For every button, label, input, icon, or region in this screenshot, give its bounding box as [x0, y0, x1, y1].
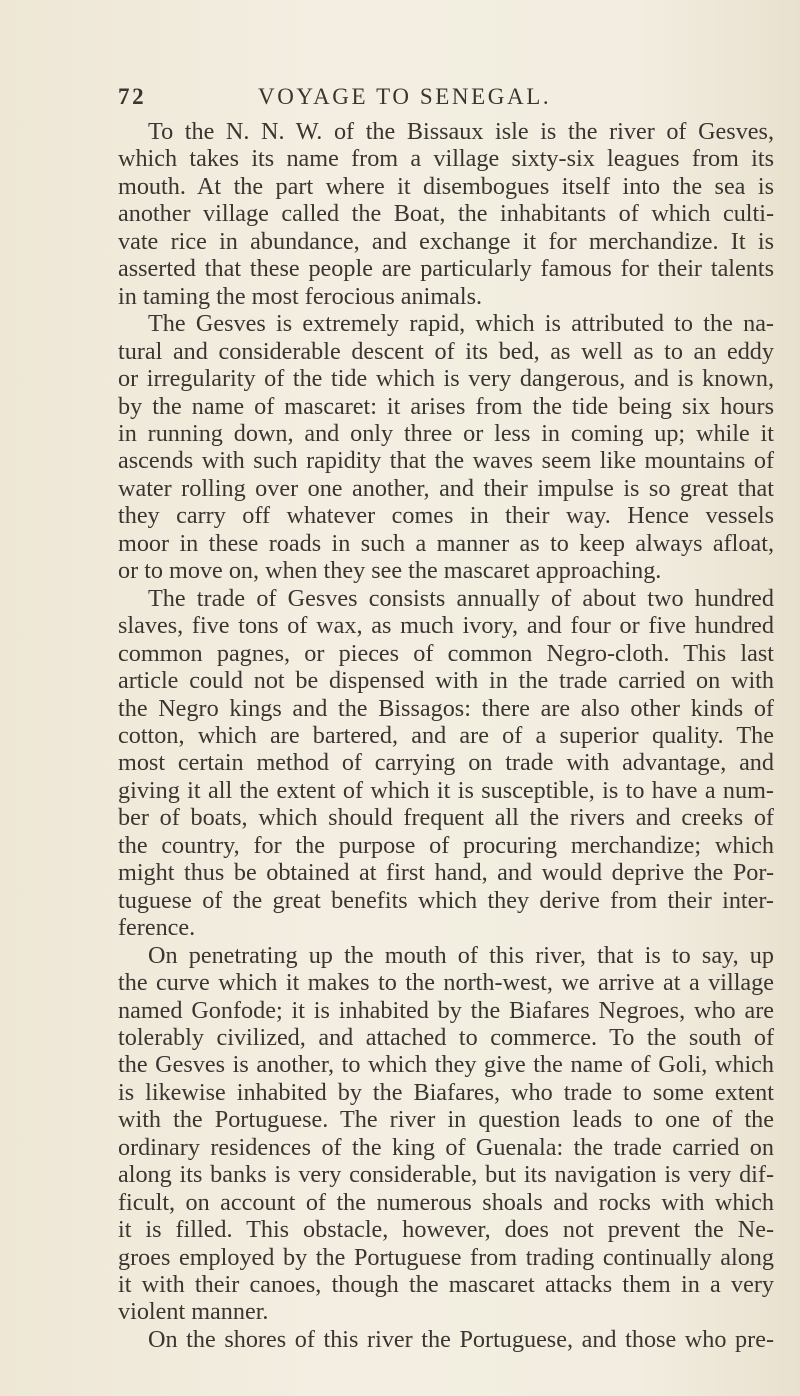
text-line: which takes its name from a village sixty-six leagues from its [118, 145, 774, 173]
text-line: in taming the most ferocious animals. [118, 282, 483, 310]
text-line: ascends with such rapidity that the waves seem like mountains of [118, 447, 774, 475]
text-line: ference. [118, 914, 196, 942]
text-line: tuguese of the great benefits which they derive from their inter- [118, 886, 774, 914]
text-line: with the Portuguese. The river in question leads to one of the [118, 1106, 774, 1134]
text-line: the curve which it makes to the north-west, we arrive at a village [118, 969, 774, 997]
text-line: in running down, and only three or less in coming up; while it [118, 419, 774, 447]
text-line: along its banks is very considerable, but its navigation is very dif- [118, 1161, 774, 1189]
text-line: giving it all the extent of which it is susceptible, is to have a num- [118, 776, 774, 804]
text-line: it is filled. This obstacle, however, does not prevent the Ne- [118, 1216, 774, 1244]
text-line: tural and considerable descent of its bed, as well as to an eddy [118, 337, 774, 365]
text-line: another village called the Boat, the inhabitants of which culti- [118, 200, 774, 228]
text-line: common pagnes, or pieces of common Negro-cloth. This last [118, 639, 774, 667]
page-header [118, 84, 638, 114]
body-text [118, 118, 774, 1353]
text-line: asserted that these people are particularly famous for their talents [118, 255, 774, 283]
text-line: moor in these roads in such a manner as to keep always afloat, [118, 529, 774, 557]
text-line: or to move on, when they see the mascaret approaching. [118, 557, 662, 585]
text-line: On the shores of this river the Portuguese, and those who pre- [148, 1325, 774, 1353]
text-line: ber of boats, which should frequent all the rivers and creeks of [118, 804, 774, 832]
text-line: most certain method of carrying on trade with advantage, and [118, 749, 774, 777]
text-line: cotton, which are bartered, and are of a superior quality. The [118, 721, 774, 749]
text-line: tolerably civilized, and attached to commerce. To the south of [118, 1023, 774, 1051]
text-line: article could not be dispensed with in the trade carried on with [118, 667, 774, 695]
text-line: or irregularity of the tide which is very dangerous, and is known, [118, 365, 774, 393]
text-line: ficult, on account of the numerous shoals and rocks with which [118, 1188, 774, 1216]
text-line: the Gesves is another, to which they give the name of Goli, which [118, 1051, 774, 1079]
text-line: they carry off whatever comes in their way. Hence vessels [118, 502, 774, 530]
text-line: slaves, five tons of wax, as much ivory, and four or five hundred [118, 612, 774, 640]
text-line: the country, for the purpose of procuring merchandize; which [118, 831, 774, 859]
running-title: VOYAGE TO SENEGAL. [258, 84, 552, 109]
text-line: ordinary residences of the king of Guenala: the trade carried on [118, 1133, 774, 1161]
text-line: The trade of Gesves consists annually of about two hundred [148, 584, 774, 612]
text-line: mouth. At the part where it disembogues itself into the sea is [118, 172, 774, 200]
text-line: To the N. N. W. of the Bissaux isle is the river of Gesves, [148, 118, 774, 145]
text-line: The Gesves is extremely rapid, which is attributed to the na- [148, 310, 774, 338]
page-number: 72 [118, 84, 147, 109]
text-line: it with their canoes, though the mascaret attacks them in a very [118, 1271, 774, 1299]
text-line: the Negro kings and the Bissagos: there are also other kinds of [118, 694, 774, 722]
text-line: violent manner. [118, 1298, 269, 1326]
text-line: vate rice in abundance, and exchange it for merchandize. It is [118, 227, 774, 255]
text-line: might thus be obtained at first hand, and would deprive the Por- [118, 859, 774, 887]
text-line: groes employed by the Portuguese from trading continually along [118, 1243, 774, 1271]
text-line: is likewise inhabited by the Biafares, who trade to some extent [118, 1078, 774, 1106]
text-line: named Gonfode; it is inhabited by the Biafares Negroes, who are [118, 996, 774, 1024]
text-line: by the name of mascaret: it arises from the tide being six hours [118, 392, 774, 420]
text-line: On penetrating up the mouth of this river, that is to say, up [148, 941, 774, 969]
text-line: water rolling over one another, and their impulse is so great that [118, 474, 774, 502]
